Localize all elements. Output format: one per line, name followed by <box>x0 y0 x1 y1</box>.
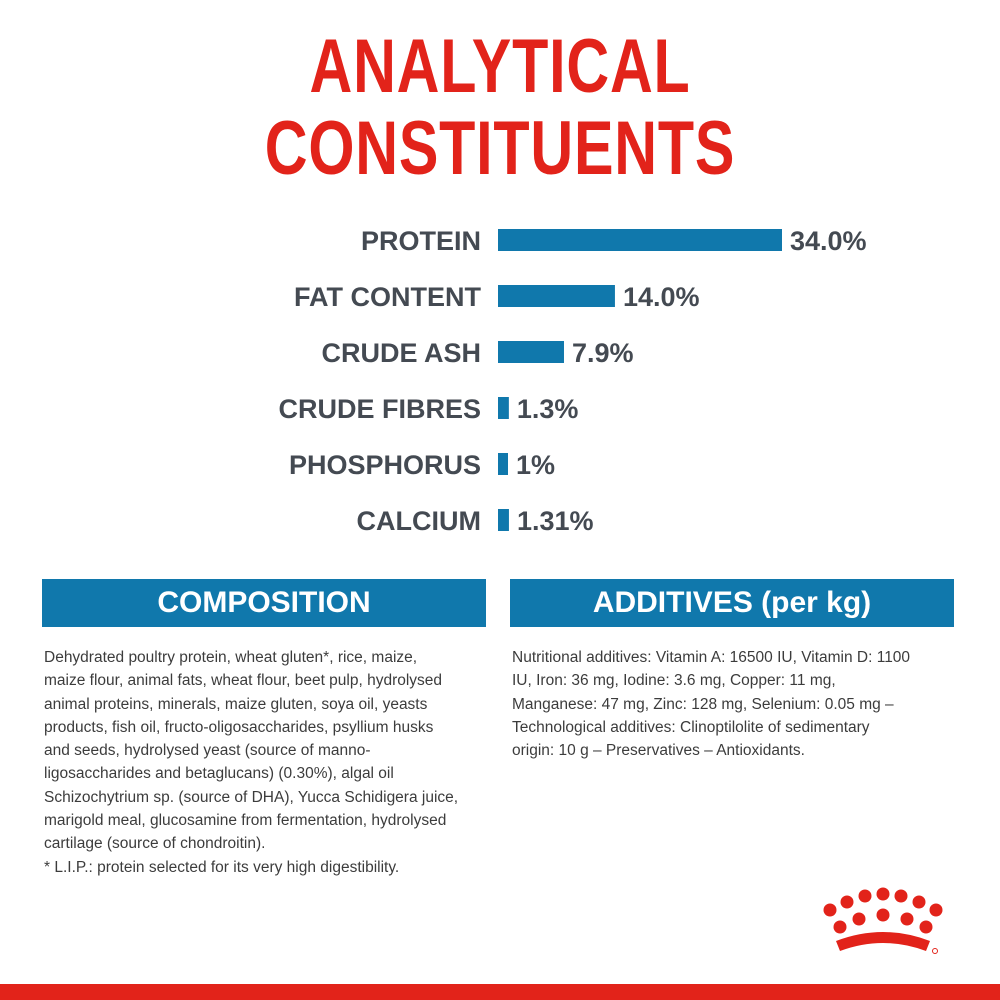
bar-value-fat-content: 14.0% <box>622 282 700 312</box>
additives-heading: ADDITIVES (per kg) <box>510 579 954 627</box>
title-line-2: CONSTITUENTS <box>264 106 736 191</box>
bar-crude-ash <box>498 341 564 363</box>
additives-text: Nutritional additives: Vitamin A: 16500 IU, Vitamin D: 1100 IU, Iron: 36 mg, Iodine: 3.6 mg, Copper: 11 mg, Manganese: 47 mg, Zinc: 128 mg, Selenium: 0.05 mg – Technological additives: Clinoptilolite of sedimentary origin: 10 g – Preservatives – Antioxidants. <box>512 649 911 760</box>
bar-value-protein: 34.0% <box>790 226 867 256</box>
crown-logo-icon <box>818 883 948 963</box>
bar-label-crude-ash: CRUDE ASH <box>321 338 481 368</box>
bar-value-calcium: 1.31% <box>516 506 594 536</box>
bar-fat-content <box>498 285 615 307</box>
bar-phosphorus <box>498 453 508 475</box>
bar-label-protein: PROTEIN <box>360 226 481 256</box>
bar-value-phosphorus: 1% <box>516 450 556 480</box>
title-line-1: ANALYTICAL <box>309 24 691 109</box>
bar-value-crude-fibres: 1.3% <box>516 394 579 424</box>
constituents-bar-chart <box>0 200 1000 550</box>
composition-text: Dehydrated poultry protein, wheat gluten*, rice, maize, maize flour, animal fats, wheat flour, beet pulp, hydrolysed animal proteins, minerals, maize gluten, soya oil, yeasts products, fish oil, fructo-oligosaccharides, psyllium husks and seeds, hydrolysed yeast (source of manno- ligosaccharides and betaglucans) (0.30%), algal oil Schizochytrium sp. (source of DHA), Yucca Schidigera juice, marigold meal, glucosamine from fermentation, hydrolysed cartilage (source of chondroitin). * L.I.P.: protein selected for its very high digestibility. <box>44 649 459 876</box>
bar-label-fat-content: FAT CONTENT <box>294 282 481 312</box>
bar-crude-fibres <box>498 397 509 419</box>
bar-label-crude-fibres: CRUDE FIBRES <box>278 394 481 424</box>
composition-heading: COMPOSITION <box>42 579 486 627</box>
bar-protein <box>498 229 782 251</box>
bar-calcium <box>498 509 509 531</box>
bar-value-crude-ash: 7.9% <box>571 338 634 368</box>
bar-label-phosphorus: PHOSPHORUS <box>288 450 481 480</box>
bar-label-calcium: CALCIUM <box>356 506 481 536</box>
brand-footer-bar <box>0 984 1000 1000</box>
